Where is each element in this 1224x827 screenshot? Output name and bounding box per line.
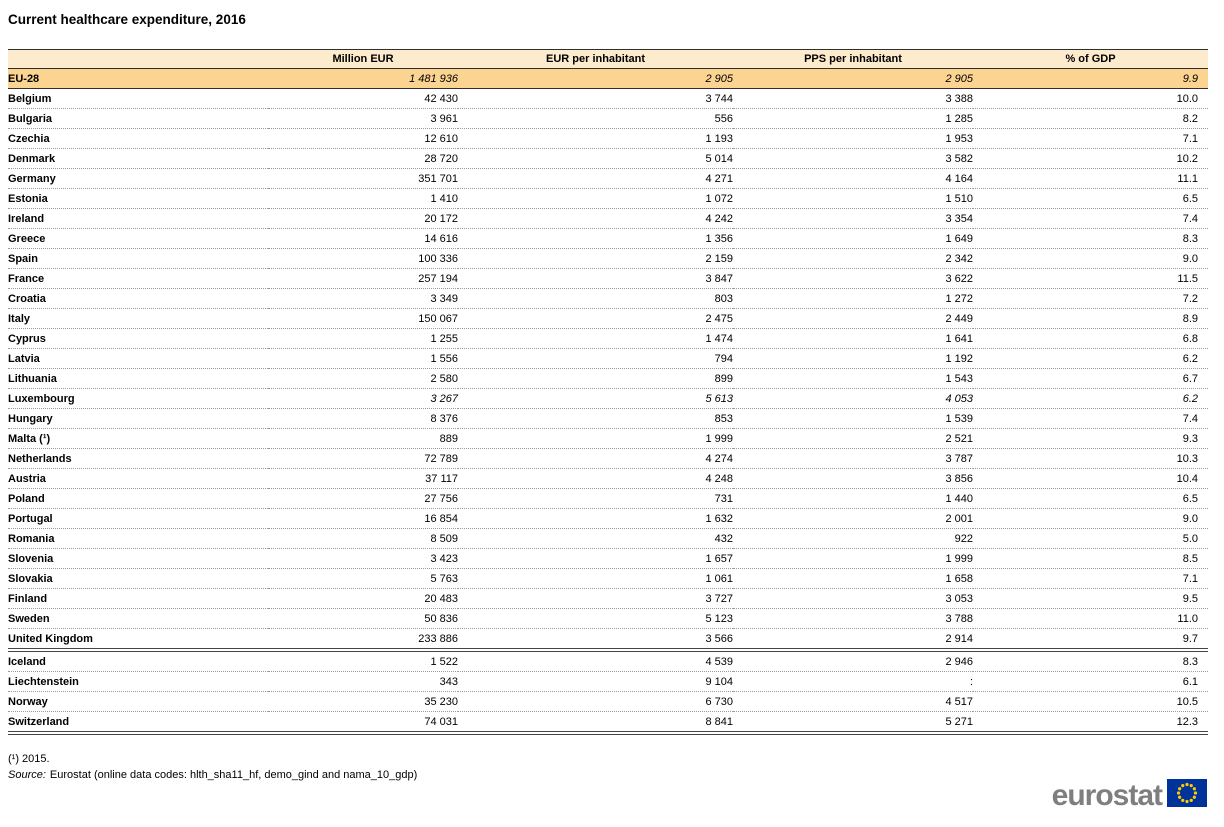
value-cell: 6.5 [1182, 192, 1198, 205]
country-label: Germany [8, 172, 56, 185]
country-label: France [8, 272, 45, 285]
table-row [8, 429, 1208, 449]
value-cell: 556 [714, 112, 733, 125]
value-cell: 6.8 [1182, 332, 1198, 345]
country-label: Italy [8, 312, 31, 325]
value-cell: 37 117 [425, 472, 458, 485]
value-cell: 731 [714, 492, 733, 505]
value-cell: 3 856 [945, 472, 973, 485]
value-cell: 74 031 [424, 715, 458, 728]
healthcare-expenditure-table [8, 49, 1208, 735]
table-row [8, 692, 1208, 712]
value-cell: 8 841 [705, 715, 733, 728]
value-cell: 8 376 [430, 412, 458, 425]
value-cell: 1 999 [705, 432, 733, 445]
table-row [8, 489, 1208, 509]
table-row [8, 209, 1208, 229]
value-cell: 3 622 [945, 272, 973, 285]
eu-flag-icon [1167, 779, 1207, 812]
value-cell: 2 342 [945, 252, 973, 265]
value-cell: 803 [714, 292, 733, 305]
value-cell: 8.5 [1182, 552, 1198, 565]
value-cell: 8.3 [1182, 655, 1198, 668]
value-cell: 5 014 [705, 152, 733, 165]
footnote-1: (¹) 2015. [8, 753, 50, 765]
value-cell: 28 720 [424, 152, 458, 165]
country-label: Spain [8, 252, 38, 265]
value-cell: 794 [714, 352, 733, 365]
value-cell: 899 [714, 372, 733, 385]
country-label: Sweden [8, 612, 50, 625]
value-cell: 4 274 [705, 452, 733, 465]
table-row [8, 329, 1208, 349]
table-row [8, 549, 1208, 569]
value-cell: 16 854 [424, 512, 458, 525]
value-cell: 889 [439, 432, 458, 445]
country-label: Hungary [8, 412, 53, 425]
value-cell: 11.0 [1177, 612, 1198, 625]
page-title: Current healthcare expenditure, 2016 [8, 12, 246, 27]
country-label: Greece [8, 232, 46, 245]
value-cell: 5 123 [705, 612, 733, 625]
table-row [8, 189, 1208, 209]
value-cell: 3 423 [430, 552, 458, 565]
value-cell: 3 727 [705, 592, 733, 605]
table-row [8, 349, 1208, 369]
value-cell: 7.1 [1182, 132, 1198, 145]
country-label: Netherlands [8, 452, 72, 465]
value-cell: 351 701 [418, 172, 458, 185]
table-row [8, 712, 1208, 734]
value-cell: 1 272 [945, 292, 973, 305]
value-cell: 2 905 [945, 72, 973, 85]
value-cell: 4 517 [945, 695, 973, 708]
country-label: Cyprus [8, 332, 46, 345]
value-cell: 10.2 [1176, 152, 1198, 165]
value-cell: 4 248 [705, 472, 733, 485]
value-cell: 10.3 [1176, 452, 1198, 465]
value-cell: 3 354 [945, 212, 973, 225]
value-cell: 1 510 [945, 192, 973, 205]
value-cell: 42 430 [424, 92, 458, 105]
value-cell: 1 522 [430, 655, 458, 668]
table-row [8, 69, 1208, 89]
value-cell: 2 914 [945, 632, 973, 645]
value-cell: 8.9 [1182, 312, 1198, 325]
value-cell: 9.7 [1182, 632, 1198, 645]
country-label: Norway [8, 695, 48, 708]
value-cell: 4 164 [945, 172, 973, 185]
value-cell: 1 953 [945, 132, 973, 145]
value-cell: 2 580 [430, 372, 458, 385]
value-cell: 3 847 [705, 272, 733, 285]
table-body [8, 69, 1208, 734]
table-row [8, 109, 1208, 129]
value-cell: 4 539 [705, 655, 733, 668]
value-cell: 5 763 [430, 572, 458, 585]
header-row [8, 50, 1208, 69]
value-cell: 9.5 [1182, 592, 1198, 605]
value-cell: 2 905 [705, 72, 733, 85]
country-label: Belgium [8, 92, 52, 105]
value-cell: 1 072 [705, 192, 733, 205]
country-label: Iceland [8, 655, 46, 668]
table-row [8, 249, 1208, 269]
value-cell: 50 836 [424, 612, 458, 625]
value-cell: 2 001 [945, 512, 973, 525]
table-header [8, 50, 1208, 69]
country-label: Czechia [8, 132, 50, 145]
value-cell: 853 [714, 412, 733, 425]
country-label: Denmark [8, 152, 56, 165]
value-cell: 9.3 [1182, 432, 1198, 445]
value-cell: 1 556 [430, 352, 458, 365]
value-cell: 1 356 [705, 232, 733, 245]
country-label: Latvia [8, 352, 40, 365]
table-row [8, 672, 1208, 692]
value-cell: 1 255 [430, 332, 458, 345]
country-label: Liechtenstein [8, 675, 79, 688]
country-label: Austria [8, 472, 46, 485]
value-cell: 233 886 [418, 632, 458, 645]
table-row [8, 509, 1208, 529]
value-cell: 4 271 [705, 172, 733, 185]
footnotes [8, 751, 1216, 783]
eurostat-logo-text: eurostat [1051, 778, 1162, 812]
value-cell: 150 067 [418, 312, 458, 325]
value-cell: 8.2 [1182, 112, 1198, 125]
country-label: Malta (¹) [8, 432, 51, 445]
table-row [8, 149, 1208, 169]
table-row [8, 469, 1208, 489]
value-cell: 3 582 [945, 152, 973, 165]
value-cell: 3 788 [945, 612, 973, 625]
table-row [8, 389, 1208, 409]
value-cell: 922 [954, 532, 973, 545]
value-cell: 8.3 [1182, 232, 1198, 245]
table-row [8, 650, 1208, 672]
country-label: Lithuania [8, 372, 57, 385]
country-label: Croatia [8, 292, 46, 305]
country-label: Ireland [8, 212, 45, 225]
value-cell: 6.2 [1182, 392, 1198, 405]
value-cell: 3 744 [705, 92, 733, 105]
value-cell: 6.1 [1182, 675, 1198, 688]
country-label: EU-28 [8, 72, 40, 85]
value-cell: 1 410 [430, 192, 458, 205]
value-cell: 6.7 [1182, 372, 1198, 385]
eurostat-logo [1052, 779, 1207, 812]
value-cell: 1 440 [945, 492, 973, 505]
country-label: Estonia [8, 192, 48, 205]
table-row [8, 129, 1208, 149]
value-cell: 10.4 [1176, 472, 1198, 485]
source-label: Source: [8, 769, 46, 781]
value-cell: 27 756 [424, 492, 458, 505]
table-row [8, 529, 1208, 549]
value-cell: 6.2 [1182, 352, 1198, 365]
source-line [8, 767, 1216, 783]
table-row [8, 629, 1208, 651]
value-cell: 10.0 [1176, 92, 1198, 105]
country-label: Slovakia [8, 572, 53, 585]
value-cell: 2 521 [945, 432, 973, 445]
value-cell: 3 267 [430, 392, 458, 405]
value-cell: 4 053 [945, 392, 973, 405]
table-row [8, 569, 1208, 589]
table-row [8, 89, 1208, 109]
value-cell: 7.4 [1182, 212, 1198, 225]
value-cell: 7.4 [1182, 412, 1198, 425]
value-cell: 11.1 [1177, 172, 1198, 185]
value-cell: 11.5 [1177, 272, 1198, 285]
value-cell: 2 159 [705, 252, 733, 265]
value-cell: 1 539 [945, 412, 973, 425]
country-label: Poland [8, 492, 45, 505]
table-row [8, 449, 1208, 469]
value-cell: 35 230 [424, 695, 458, 708]
value-cell: 10.5 [1176, 695, 1198, 708]
table-row [8, 229, 1208, 249]
value-cell: 9.0 [1182, 512, 1198, 525]
header-eur-per-inhabitant: EUR per inhabitant [458, 50, 733, 69]
country-label: United Kingdom [8, 632, 93, 645]
value-cell: 9.0 [1182, 252, 1198, 265]
source-text: Eurostat (online data codes: hlth_sha11_hf, demo_gind and nama_10_gdp) [49, 769, 418, 781]
country-label: Portugal [8, 512, 53, 525]
value-cell: 7.1 [1182, 572, 1198, 585]
value-cell: 1 543 [945, 372, 973, 385]
value-cell: 3 349 [430, 292, 458, 305]
value-cell: 20 172 [424, 212, 458, 225]
country-label: Switzerland [8, 715, 70, 728]
country-label: Slovenia [8, 552, 54, 565]
value-cell: 1 999 [945, 552, 973, 565]
value-cell: 9 104 [705, 675, 733, 688]
value-cell: 2 449 [945, 312, 973, 325]
header-million-eur: Million EUR [268, 50, 458, 69]
value-cell: 12 610 [424, 132, 458, 145]
value-cell: 4 242 [705, 212, 733, 225]
value-cell: 5 613 [705, 392, 733, 405]
value-cell: 6.5 [1182, 492, 1198, 505]
table-row [8, 609, 1208, 629]
country-label: Luxembourg [8, 392, 75, 405]
value-cell: 1 061 [705, 572, 733, 585]
table-row [8, 169, 1208, 189]
value-cell: 100 336 [418, 252, 458, 265]
value-cell: 3 961 [430, 112, 458, 125]
value-cell: : [969, 675, 973, 688]
value-cell: 14 616 [424, 232, 458, 245]
value-cell: 3 787 [945, 452, 973, 465]
value-cell: 1 658 [945, 572, 973, 585]
value-cell: 3 566 [705, 632, 733, 645]
value-cell: 8 509 [430, 532, 458, 545]
header-pct-of-gdp: % of GDP [973, 50, 1208, 69]
value-cell: 72 789 [424, 452, 458, 465]
value-cell: 5.0 [1182, 532, 1198, 545]
table-row [8, 409, 1208, 429]
value-cell: 5 271 [945, 715, 973, 728]
table-row [8, 589, 1208, 609]
country-label: Romania [8, 532, 55, 545]
value-cell: 12.3 [1176, 715, 1198, 728]
value-cell: 3 053 [945, 592, 973, 605]
value-cell: 257 194 [418, 272, 458, 285]
country-label: Bulgaria [8, 112, 53, 125]
value-cell: 9.9 [1182, 72, 1198, 85]
value-cell: 1 285 [945, 112, 973, 125]
value-cell: 343 [439, 675, 458, 688]
value-cell: 20 483 [424, 592, 458, 605]
table-row [8, 269, 1208, 289]
value-cell: 1 657 [705, 552, 733, 565]
value-cell: 1 632 [705, 512, 733, 525]
country-label: Finland [8, 592, 48, 605]
value-cell: 432 [714, 532, 733, 545]
value-cell: 2 475 [705, 312, 733, 325]
value-cell: 1 193 [705, 132, 733, 145]
value-cell: 7.2 [1182, 292, 1198, 305]
table-row [8, 369, 1208, 389]
value-cell: 1 649 [945, 232, 973, 245]
value-cell: 3 388 [945, 92, 973, 105]
header-pps-per-inhabitant: PPS per inhabitant [733, 50, 973, 69]
value-cell: 6 730 [705, 695, 733, 708]
value-cell: 1 641 [945, 332, 973, 345]
table-row [8, 289, 1208, 309]
value-cell: 1 474 [705, 332, 733, 345]
value-cell: 1 481 936 [409, 72, 458, 85]
value-cell: 1 192 [945, 352, 973, 365]
header-country [8, 50, 268, 69]
table-row [8, 309, 1208, 329]
value-cell: 2 946 [945, 655, 973, 668]
